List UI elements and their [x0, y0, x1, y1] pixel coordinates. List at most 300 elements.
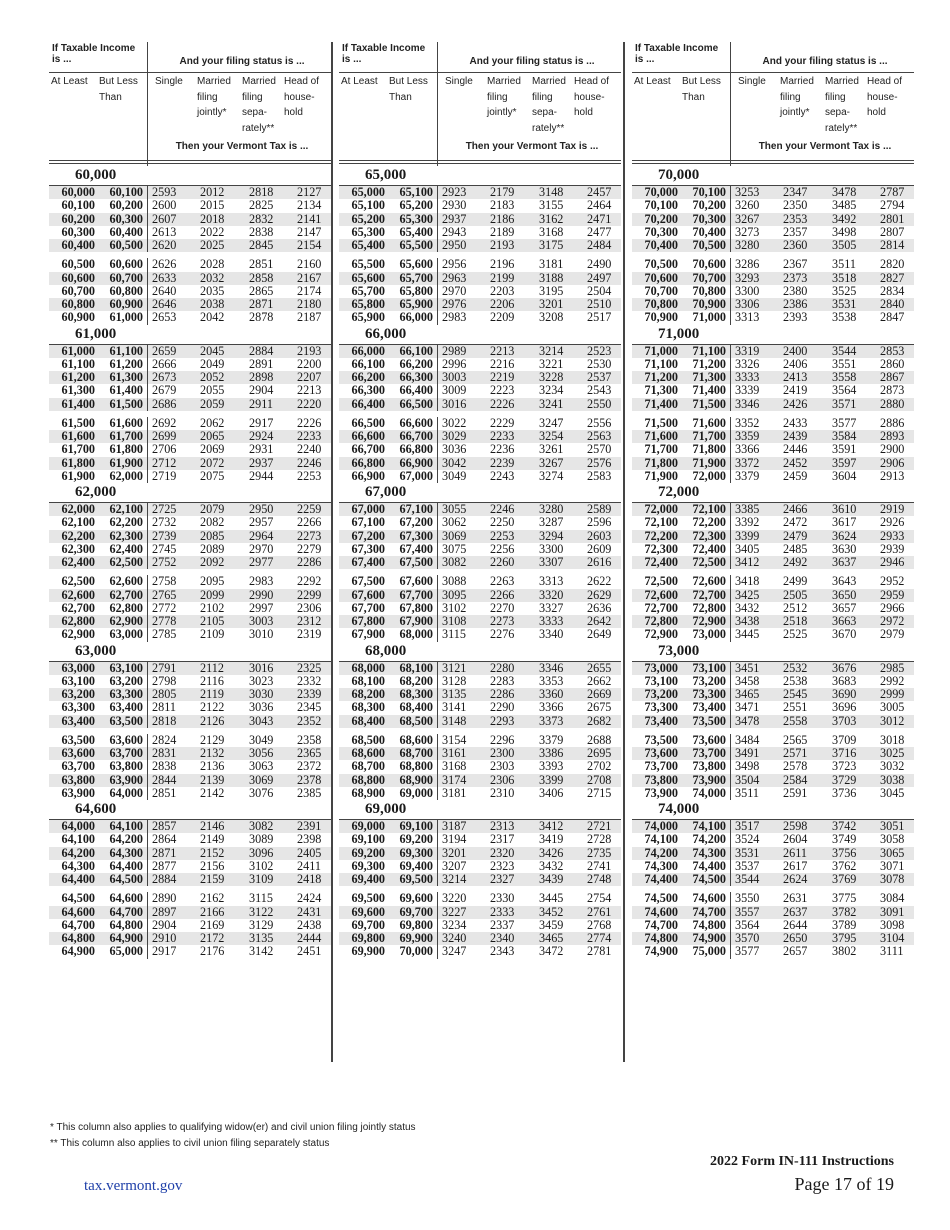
at-least-cell: 60,800 [49, 298, 95, 311]
but-less-cell: 62,400 [95, 543, 148, 556]
mfj-tax-cell: 2129 [200, 732, 225, 747]
table-row [632, 615, 914, 628]
mfs-tax-cell: 3617 [832, 515, 857, 530]
hoh-tax-cell: 2213 [297, 383, 322, 398]
but-less-cell: 74,700 [678, 906, 731, 919]
mfs-tax-cell: 3789 [832, 917, 857, 932]
single-tax-cell: 2633 [148, 272, 197, 285]
mfj-tax-cell: 2189 [490, 224, 515, 239]
income-block [49, 800, 331, 959]
at-least-cell: 61,200 [49, 371, 95, 384]
mfj-tax-cell: 2049 [200, 356, 225, 371]
mfj-tax-cell: 2159 [196, 873, 245, 886]
single-tax-cell: 3399 [731, 530, 780, 543]
mfj-tax-cell: 2116 [200, 673, 224, 688]
but-less-cell: 66,600 [385, 417, 438, 430]
income-block-title: 62,000 [75, 484, 117, 500]
single-tax-cell: 3247 [442, 944, 467, 959]
table-row [339, 715, 621, 728]
table-row [49, 589, 331, 602]
table-row [339, 688, 621, 701]
mfs-tax-cell: 2983 [249, 574, 274, 589]
single-tax-cell: 3319 [731, 344, 780, 358]
hoh-tax-cell: 2451 [297, 944, 322, 959]
at-least-cell: 69,800 [339, 932, 385, 945]
but-less-cell: 74,900 [678, 932, 731, 945]
table-row [632, 787, 914, 800]
single-tax-cell: 3425 [731, 589, 780, 602]
mfj-tax-cell: 2343 [490, 944, 515, 959]
hoh-tax-cell: 2345 [297, 700, 322, 715]
at-least-cell: 74,100 [644, 832, 678, 847]
hoh-label: Head of house- hold [867, 76, 903, 118]
table-row [632, 344, 914, 358]
table-row [49, 715, 331, 728]
filing-status-label: And your filing status is ... [469, 56, 595, 67]
at-least-cell: 62,400 [49, 556, 95, 569]
table-row [49, 186, 331, 200]
mfj-tax-cell: 2637 [779, 906, 828, 919]
mfj-tax-cell: 2466 [779, 503, 828, 517]
hoh-tax-cell: 2207 [293, 371, 331, 384]
mfs-tax-cell: 3736 [832, 785, 857, 800]
hoh-tax-cell: 2497 [583, 272, 621, 285]
mfj-tax-cell: 2126 [196, 715, 245, 728]
mfs-tax-cell: 3683 [832, 673, 857, 688]
table-row [632, 688, 914, 701]
table-row [339, 186, 621, 200]
hoh-tax-cell: 2669 [583, 688, 621, 701]
hoh-tax-cell: 2642 [583, 615, 621, 628]
table-row [632, 543, 914, 556]
single-tax-cell: 3352 [735, 415, 760, 430]
mfs-tax-cell: 2931 [249, 442, 274, 457]
footnote-1: * This column also applies to qualifying widow(er) and civil union filing jointly status [50, 1122, 416, 1133]
hoh-tax-cell: 3005 [880, 700, 905, 715]
but-less-cell: 65,600 [385, 258, 438, 271]
mfs-tax-cell: 3419 [539, 832, 564, 847]
mfj-tax-cell: 2226 [486, 398, 535, 411]
hoh-tax-cell: 2471 [583, 213, 621, 226]
mfj-tax-cell: 2518 [779, 615, 828, 628]
but-less-cell: 68,800 [385, 760, 438, 773]
hoh-tax-cell: 2933 [876, 530, 914, 543]
hoh-tax-cell: 2418 [293, 873, 331, 886]
mfj-tax-cell: 2206 [486, 298, 535, 311]
but-less-cell: 67,200 [385, 516, 438, 529]
income-block-title: 65,000 [365, 167, 407, 183]
table-row [339, 384, 621, 397]
mfj-tax-cell: 2426 [779, 398, 828, 411]
at-least-cell: 65,600 [339, 272, 385, 285]
table-row [49, 602, 331, 615]
but-less-cell: 71,500 [678, 398, 731, 411]
table-row [632, 701, 914, 714]
mfs-tax-cell: 3478 [828, 186, 876, 200]
but-less-cell: 70,900 [678, 298, 731, 311]
single-tax-cell: 2752 [148, 556, 197, 569]
mfj-tax-cell: 2617 [783, 858, 808, 873]
mfs-tax-cell: 3089 [249, 832, 274, 847]
mfs-tax-cell: 3208 [539, 310, 564, 325]
at-least-cell: 63,600 [49, 747, 95, 760]
at-least-cell: 71,300 [644, 383, 678, 398]
but-less-cell: 65,300 [385, 213, 438, 226]
single-tax-cell: 2805 [148, 688, 197, 701]
mfj-tax-cell: 2028 [200, 257, 225, 272]
mfj-tax-cell: 2132 [196, 747, 245, 760]
footnote-2: ** This column also applies to civil union filing separately status [50, 1138, 330, 1149]
mfj-tax-cell: 2380 [783, 283, 808, 298]
single-tax-cell: 3504 [731, 774, 780, 787]
mfj-tax-cell: 2330 [490, 891, 515, 906]
at-least-cell: 74,300 [644, 858, 678, 873]
single-tax-cell: 2791 [148, 661, 197, 675]
hoh-tax-cell: 2662 [587, 673, 612, 688]
single-tax-cell: 3273 [735, 224, 760, 239]
mfj-tax-cell: 2032 [196, 272, 245, 285]
table-row [49, 457, 331, 470]
table-row [339, 675, 621, 688]
but-less-cell: 61,200 [95, 358, 148, 371]
single-tax-cell: 3385 [731, 503, 780, 517]
at-least-cell: 66,000 [339, 344, 385, 358]
hoh-tax-cell: 2398 [297, 832, 322, 847]
single-tax-cell: 2798 [152, 673, 177, 688]
mfj-tax-cell: 2169 [200, 917, 225, 932]
hoh-label: Head of house- hold [574, 76, 610, 118]
single-tax-cell: 2626 [152, 257, 177, 272]
mfs-tax-cell: 3214 [535, 344, 583, 358]
but-less-cell: 69,200 [385, 833, 438, 846]
single-tax-cell: 2758 [152, 574, 177, 589]
at-least-cell: 70,000 [632, 186, 678, 200]
mfj-tax-cell: 2333 [486, 906, 535, 919]
table-row [339, 774, 621, 787]
single-tax-cell: 2884 [148, 873, 197, 886]
hoh-tax-cell: 2477 [587, 224, 612, 239]
mfj-tax-cell: 2313 [486, 820, 535, 834]
table-row [49, 945, 331, 958]
mfs-tax-cell: 3452 [535, 906, 583, 919]
but-less-cell: 71,700 [678, 430, 731, 443]
mfs-tax-cell: 3287 [539, 515, 564, 530]
single-tax-cell: 2719 [152, 468, 177, 483]
single-tax-cell: 2983 [442, 310, 467, 325]
at-least-cell: 72,600 [632, 589, 678, 602]
but-less-cell: 63,400 [95, 701, 148, 714]
but-less-cell: 73,100 [678, 661, 731, 675]
mfs-tax-cell: 3043 [245, 715, 293, 728]
mfj-tax-cell: 2584 [779, 774, 828, 787]
hoh-tax-cell: 2259 [293, 503, 331, 517]
mfj-tax-cell: 2059 [196, 398, 245, 411]
at-least-cell: 69,300 [351, 858, 385, 873]
website-link[interactable]: tax.vermont.gov [84, 1178, 183, 1194]
tax-blocks [49, 166, 331, 959]
table-row [632, 747, 914, 760]
but-less-cell: 65,800 [385, 285, 438, 298]
single-tax-cell: 2917 [152, 944, 177, 959]
single-tax-cell: 3557 [731, 906, 780, 919]
mfj-tax-cell: 2216 [490, 356, 515, 371]
if-taxable-label: If Taxable Income is ... [342, 43, 426, 65]
mfs-tax-cell: 3439 [535, 873, 583, 886]
mfj-tax-cell: 2042 [200, 310, 225, 325]
at-least-cell: 72,100 [644, 515, 678, 530]
table-row [632, 430, 914, 443]
hoh-tax-cell: 2457 [583, 186, 621, 200]
mfj-tax-cell: 2273 [486, 615, 535, 628]
mfj-tax-cell: 2109 [200, 627, 225, 642]
income-block-title: 67,000 [365, 484, 407, 500]
hoh-tax-cell: 2510 [583, 298, 621, 311]
at-least-cell: 71,900 [644, 468, 678, 483]
single-tax-cell: 2818 [148, 715, 197, 728]
mfj-tax-cell: 2317 [490, 832, 515, 847]
hoh-tax-cell: 2325 [293, 661, 331, 675]
table-row [632, 847, 914, 860]
at-least-cell: 64,000 [49, 820, 95, 834]
but-less-cell: 73,600 [678, 734, 731, 747]
filing-status-label: And your filing status is ... [179, 56, 305, 67]
table-row [632, 186, 914, 200]
at-least-cell: 60,900 [61, 310, 95, 325]
but-less-cell: 69,400 [385, 860, 438, 873]
at-least-cell: 61,900 [61, 468, 95, 483]
mfj-tax-cell: 2406 [783, 356, 808, 371]
single-tax-cell: 2706 [152, 442, 177, 457]
table-row [339, 556, 621, 569]
mfj-label: Married filing jointly* [780, 76, 814, 118]
single-tax-cell: 3511 [735, 785, 759, 800]
at-least-cell: 65,900 [351, 310, 385, 325]
single-tax-cell: 2844 [148, 774, 197, 787]
mfj-tax-cell: 2286 [486, 688, 535, 701]
at-least-cell: 74,600 [632, 906, 678, 919]
single-tax-cell: 3491 [731, 747, 780, 760]
mfj-tax-cell: 2393 [783, 310, 808, 325]
mfj-tax-cell: 2253 [486, 530, 535, 543]
mfs-tax-cell: 3294 [535, 530, 583, 543]
table-row [632, 199, 914, 212]
single-tax-cell: 3517 [731, 820, 780, 834]
mfs-tax-cell: 3663 [828, 615, 876, 628]
single-tax-cell: 2989 [438, 344, 487, 358]
table-row [632, 258, 914, 271]
hoh-tax-cell: 2629 [583, 589, 621, 602]
table-row [49, 371, 331, 384]
but-less-cell: 75,000 [678, 945, 731, 958]
tax-rows-table [49, 344, 331, 484]
single-tax-cell: 2910 [148, 932, 197, 945]
hoh-tax-cell: 2530 [587, 356, 612, 371]
mfj-tax-cell: 2079 [196, 503, 245, 517]
table-row [339, 919, 621, 932]
hoh-tax-cell: 2675 [587, 700, 612, 715]
at-least-cell: 63,100 [61, 673, 95, 688]
hoh-tax-cell: 2900 [880, 442, 905, 457]
mfs-tax-cell: 3254 [535, 430, 583, 443]
mfs-tax-cell: 3445 [539, 891, 564, 906]
single-tax-cell: 3392 [735, 515, 760, 530]
at-least-cell: 70,900 [644, 310, 678, 325]
single-tax-cell: 2686 [148, 398, 197, 411]
hoh-tax-cell: 2543 [587, 383, 612, 398]
hoh-tax-cell: 2556 [587, 415, 612, 430]
mfj-tax-cell: 2196 [490, 257, 515, 272]
single-tax-cell: 3418 [735, 574, 760, 589]
single-tax-cell: 3412 [731, 556, 780, 569]
at-least-cell: 74,800 [632, 932, 678, 945]
at-least-cell: 62,500 [61, 574, 95, 589]
but-less-cell: 71,100 [678, 344, 731, 358]
single-tax-cell: 3141 [442, 700, 467, 715]
at-least-cell: 68,800 [339, 774, 385, 787]
single-tax-cell: 3095 [438, 589, 487, 602]
table-row [339, 760, 621, 773]
but-less-cell: 62,300 [95, 530, 148, 543]
mfs-tax-cell: 3023 [249, 673, 274, 688]
mfj-tax-cell: 2337 [490, 917, 515, 932]
mfs-tax-cell: 3327 [539, 600, 564, 615]
at-least-cell: 73,400 [632, 715, 678, 728]
mfj-tax-cell: 2223 [490, 383, 515, 398]
but-less-cell: 73,900 [678, 774, 731, 787]
mfs-tax-cell: 2937 [245, 457, 293, 470]
table-row [49, 470, 331, 483]
mfj-tax-cell: 2025 [196, 239, 245, 252]
hoh-tax-cell: 2946 [876, 556, 914, 569]
single-tax-cell: 3366 [735, 442, 760, 457]
hoh-tax-cell: 2385 [297, 785, 322, 800]
mfj-tax-cell: 2156 [200, 858, 225, 873]
table-row [632, 298, 914, 311]
mfs-tax-cell: 3393 [539, 759, 564, 774]
table-row [632, 213, 914, 226]
hoh-tax-cell: 2411 [297, 858, 321, 873]
hoh-tax-cell: 2180 [293, 298, 331, 311]
mfj-tax-cell: 2075 [200, 468, 225, 483]
mfj-tax-cell: 2209 [490, 310, 515, 325]
table-row [632, 226, 914, 239]
table-row [49, 906, 331, 919]
table-row [339, 285, 621, 298]
hoh-tax-cell: 2596 [587, 515, 612, 530]
single-tax-cell: 3537 [735, 858, 760, 873]
at-least-cell: 71,200 [632, 371, 678, 384]
single-tax-cell: 3069 [438, 530, 487, 543]
mfs-tax-cell: 3201 [535, 298, 583, 311]
but-less-cell: 64,000 [95, 787, 148, 800]
hoh-tax-cell: 2523 [583, 344, 621, 358]
table-row [339, 417, 621, 430]
at-least-cell: 71,600 [632, 430, 678, 443]
single-tax-cell: 3372 [731, 457, 780, 470]
single-tax-cell: 3220 [442, 891, 467, 906]
table-row [339, 589, 621, 602]
income-block [632, 642, 914, 801]
at-least-cell: 60,700 [61, 283, 95, 298]
mfj-tax-cell: 2532 [779, 661, 828, 675]
at-least-cell: 61,700 [61, 442, 95, 457]
at-least-cell: 60,600 [49, 272, 95, 285]
at-least-cell: 73,100 [644, 673, 678, 688]
table-row [339, 543, 621, 556]
hoh-tax-cell: 2504 [587, 283, 612, 298]
mfs-tax-cell: 2944 [249, 468, 274, 483]
single-tax-cell: 3570 [731, 932, 780, 945]
single-tax-cell: 3154 [442, 732, 467, 747]
mfs-tax-cell: 3003 [245, 615, 293, 628]
table-row [49, 398, 331, 411]
at-least-cell: 69,900 [351, 944, 385, 959]
but-less-cell: 69,900 [385, 932, 438, 945]
mfj-tax-cell: 2082 [200, 515, 225, 530]
tax-rows-table [339, 502, 621, 642]
mfj-tax-cell: 2052 [196, 371, 245, 384]
hoh-tax-cell: 2424 [297, 891, 322, 906]
but-less-cell: 70,100 [678, 186, 731, 200]
but-less-cell: 69,500 [385, 873, 438, 886]
income-block-title: 70,000 [658, 167, 700, 183]
at-least-cell: 69,000 [339, 820, 385, 834]
table-row [49, 530, 331, 543]
form-title: 2022 Form IN-111 Instructions [710, 1154, 894, 1169]
income-block [49, 325, 331, 484]
table-row [339, 734, 621, 747]
mfs-tax-cell: 3624 [828, 530, 876, 543]
but-less-label: But Less Than [682, 76, 721, 103]
but-less-cell: 65,500 [385, 239, 438, 252]
table-row [632, 661, 914, 675]
hoh-tax-cell: 2550 [583, 398, 621, 411]
tax-rows-table [632, 819, 914, 959]
hoh-tax-cell: 3058 [880, 832, 905, 847]
single-tax-cell: 2943 [442, 224, 467, 239]
table-row [49, 932, 331, 945]
but-less-cell: 60,200 [95, 199, 148, 212]
hoh-tax-cell: 2741 [587, 858, 612, 873]
mfj-label: Married filing jointly* [487, 76, 521, 118]
but-less-cell: 70,800 [678, 285, 731, 298]
at-least-cell: 65,100 [351, 198, 385, 213]
single-tax-cell: 2666 [152, 356, 177, 371]
table-row [49, 675, 331, 688]
income-block [632, 166, 914, 325]
mfs-tax-cell: 2964 [245, 530, 293, 543]
but-less-cell: 66,000 [385, 311, 438, 324]
table-row [339, 470, 621, 483]
mfj-tax-cell: 2631 [783, 891, 808, 906]
at-least-cell: 74,500 [644, 891, 678, 906]
at-least-cell: 68,000 [339, 661, 385, 675]
table-row [632, 820, 914, 834]
mfs-tax-cell: 3399 [535, 774, 583, 787]
single-tax-cell: 3009 [442, 383, 467, 398]
table-row [339, 199, 621, 212]
hoh-tax-cell: 2979 [880, 627, 905, 642]
at-least-cell: 63,700 [61, 759, 95, 774]
single-tax-cell: 2699 [148, 430, 197, 443]
page-number: Page 17 of 19 [794, 1174, 894, 1194]
mfs-tax-cell: 3531 [828, 298, 876, 311]
but-less-cell: 64,400 [95, 860, 148, 873]
single-label: Single [445, 76, 473, 87]
at-least-cell: 61,600 [49, 430, 95, 443]
mfj-tax-cell: 2303 [490, 759, 515, 774]
hoh-tax-cell: 2768 [587, 917, 612, 932]
